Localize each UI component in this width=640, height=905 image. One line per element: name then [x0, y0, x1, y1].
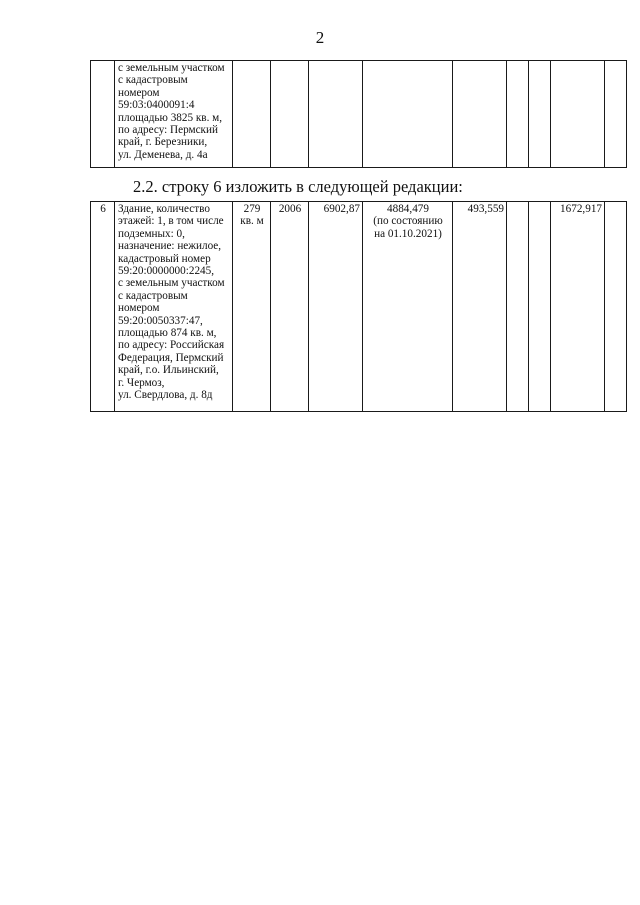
table-row	[91, 202, 627, 412]
table-row	[91, 61, 627, 168]
cell-value-6: 1672,917	[551, 202, 605, 412]
cell-value-1	[309, 61, 363, 168]
cell-value-2	[363, 61, 453, 168]
cell-value-5	[529, 202, 551, 412]
cell-value-2: 4884,479 (по состоянию на 01.10.2021)	[363, 202, 453, 412]
cell-number: 6	[91, 202, 115, 412]
cell-value-6	[551, 61, 605, 168]
cell-value-3	[453, 61, 507, 168]
cell-area	[233, 61, 271, 168]
page-number: 2	[315, 28, 325, 47]
cell-value-3: 493,559	[453, 202, 507, 412]
continuation-table	[90, 60, 627, 168]
cell-object-description: с земельным участком с кадастровым номером 59:03:0400091:4 площадью 3825 кв. м, по адресу: Пермский край, г. Березники, ул. Деменева, д. 4а	[115, 61, 233, 168]
row-6-table	[90, 201, 627, 412]
cell-year: 2006	[271, 202, 309, 412]
cell-number	[91, 61, 115, 168]
cell-year	[271, 61, 309, 168]
cell-value-4	[507, 202, 529, 412]
cell-value-5	[529, 61, 551, 168]
cell-value-1: 6902,87	[309, 202, 363, 412]
section-heading: 2.2. строку 6 изложить в следующей редакции:	[133, 177, 463, 196]
cell-value-7	[605, 61, 627, 168]
cell-value-4	[507, 61, 529, 168]
cell-value-7	[605, 202, 627, 412]
cell-area: 279 кв. м	[233, 202, 271, 412]
cell-object-description: Здание, количество этажей: 1, в том числе подземных: 0, назначение: нежилое, кадастровый номер 59:20:0000000:2245, с земельным участком с кадастровым номером 59:20:0050337:47, площадью 874 кв. м, по адресу: Российская Федерация, Пермский край, г.о. Ильинский, г. Чермоз, ул. Свердлова, д. 8д	[115, 202, 233, 412]
